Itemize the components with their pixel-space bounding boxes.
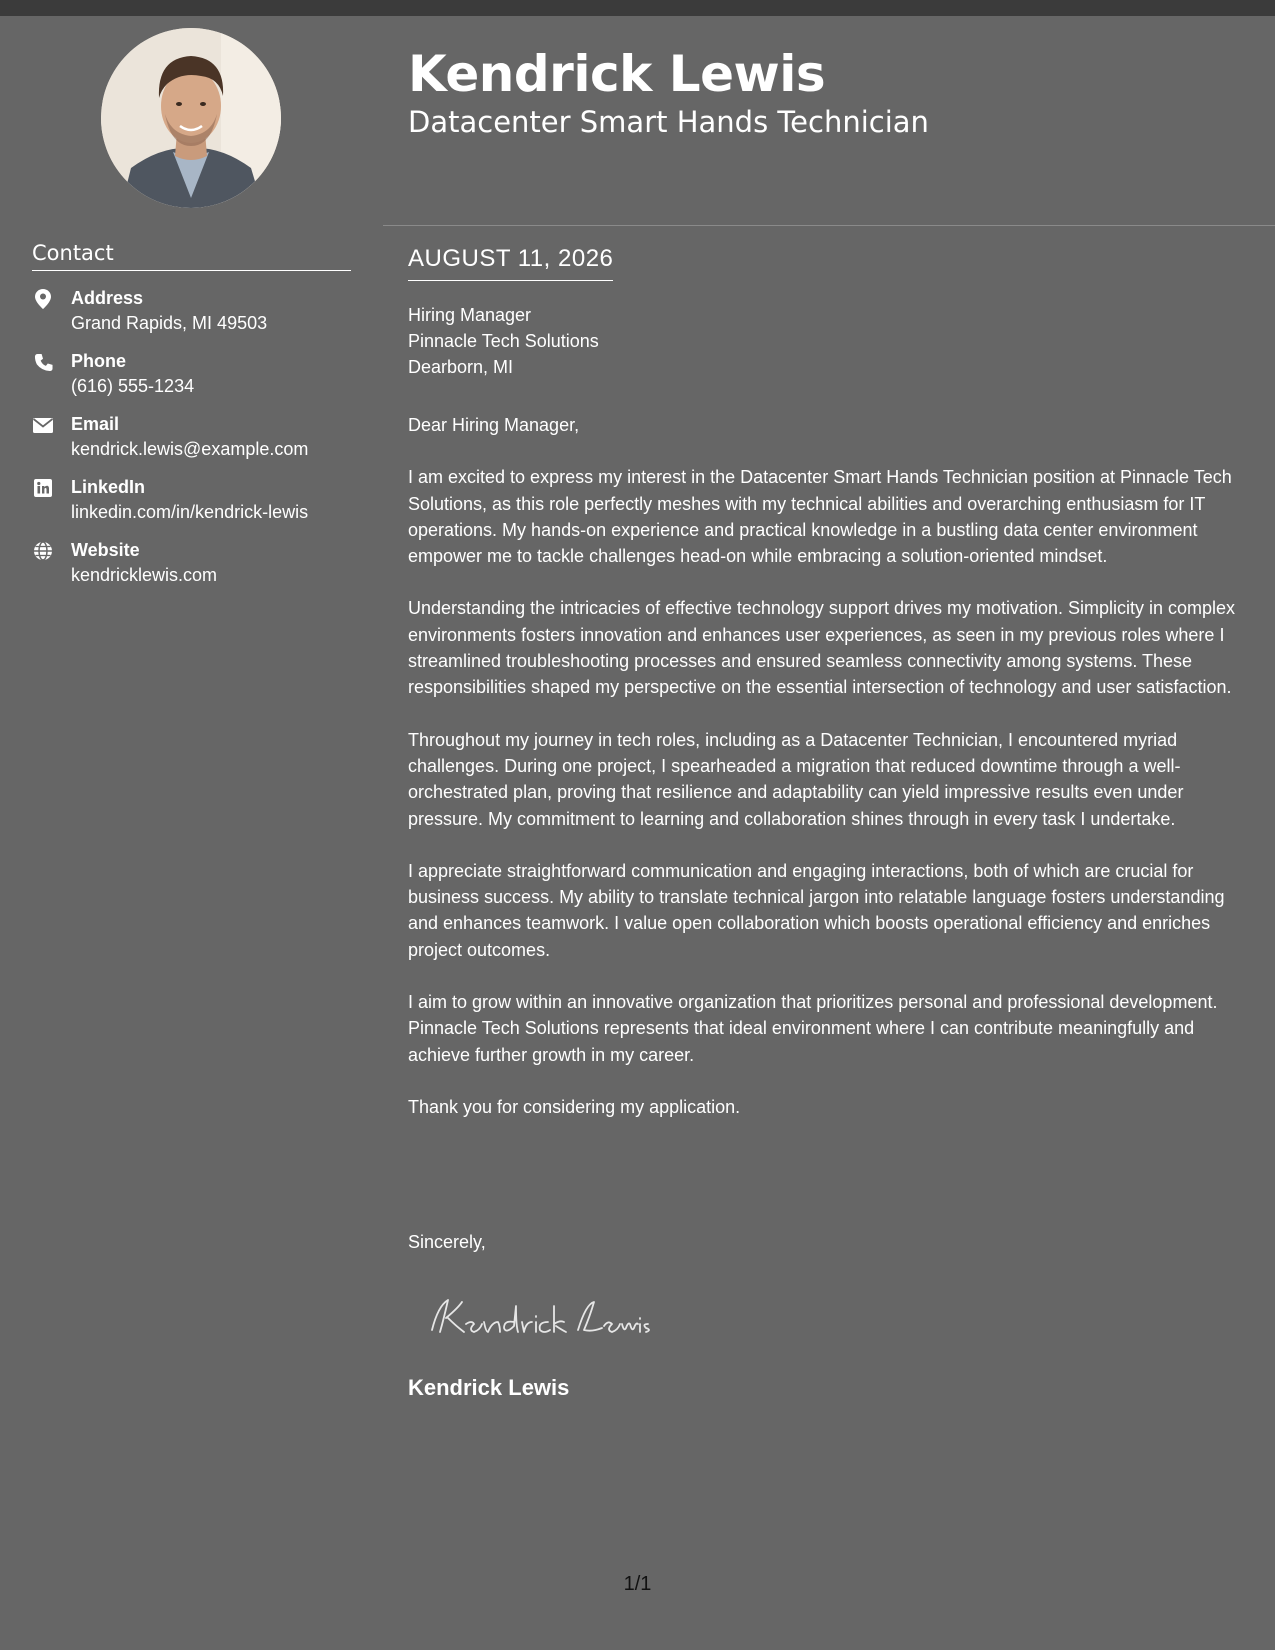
letter-body (408, 412, 1244, 1146)
recipient-line: Hiring Manager (408, 305, 532, 325)
phone-value: (616) 555-1234 (71, 376, 195, 396)
header-divider (383, 225, 1275, 226)
letter-date: AUGUST 11, 2026 (408, 244, 613, 281)
handwritten-signature (418, 1286, 658, 1346)
recipient-block (408, 302, 599, 380)
location-pin-icon (32, 288, 54, 310)
letter-paragraph: Thank you for considering my application. (408, 1096, 741, 1117)
page-number: 1/1 (623, 1573, 652, 1595)
linkedin-label: LinkedIn (71, 477, 146, 497)
contact-address (32, 286, 362, 349)
signed-name: Kendrick Lewis (408, 1375, 570, 1400)
recipient-company: Pinnacle Tech Solutions (408, 331, 599, 351)
closing: Sincerely, (408, 1232, 486, 1252)
envelope-icon (32, 414, 54, 436)
globe-icon (32, 540, 54, 562)
linkedin-value[interactable]: linkedin.com/in/kendrick-lewis (71, 502, 309, 522)
letter-paragraph: I appreciate straightforward communication and engaging interactions, both of which are crucial for business success. My ability to translate technical jargon into relatable language fosters understanding and enhances teamwork. I value open collaboration which boosts operational efficiency and enriches project outcomes. (408, 860, 1225, 960)
phone-label: Phone (71, 351, 127, 371)
linkedin-icon (32, 477, 54, 499)
letter-paragraph: I aim to grow within an innovative organization that prioritizes personal and professional development. Pinnacle Tech Solutions represents that ideal environment where I can contribute meaningfully and achieve further growth in my career. (408, 992, 1218, 1065)
cover-letter-page (0, 16, 1275, 1650)
job-title: Datacenter Smart Hands Technician (408, 105, 929, 139)
contact-heading: Contact (32, 240, 351, 271)
candidate-name: Kendrick Lewis (408, 45, 826, 103)
letter-paragraph: Throughout my journey in tech roles, including as a Datacenter Technician, I encountered myriad challenges. During one project, I spearheaded a migration that reduced downtime through a well-orchestrated plan, proving that resilience and adaptability can yield impressive results even under pressure. My commitment to learning and collaboration shines through in every task I undertake. (408, 729, 1184, 829)
person-portrait-icon (101, 28, 281, 208)
contact-website (32, 538, 362, 601)
email-value: kendrick.lewis@example.com (71, 439, 309, 459)
website-value[interactable]: kendricklewis.com (71, 565, 218, 585)
recipient-location: Dearborn, MI (408, 357, 514, 377)
address-value: Grand Rapids, MI 49503 (71, 313, 268, 333)
contact-list (32, 286, 362, 601)
letter-paragraph: Understanding the intricacies of effective technology support drives my motivation. Simplicity in complex environments fosters innovation and enhances user experiences, as seen in my previous roles where I streamlined troubleshooting processes and ensured seamless connectivity among systems. These responsibilities shaped my perspective on the essential intersection of technology and user satisfaction. (408, 598, 1236, 698)
address-label: Address (71, 288, 144, 308)
profile-photo (101, 28, 281, 208)
website-label: Website (71, 540, 140, 560)
contact-linkedin (32, 475, 362, 538)
email-label: Email (71, 414, 120, 434)
top-bar (0, 0, 1275, 16)
contact-email (32, 412, 362, 475)
phone-icon (32, 351, 54, 373)
salutation: Dear Hiring Manager, (408, 415, 580, 435)
letter-paragraph: I am excited to express my interest in the Datacenter Smart Hands Technician position at Pinnacle Tech Solutions, as this role perfectly meshes with my technical abilities and overarching enthusiasm for IT operations. My hands-on experience and practical knowledge in a bustling data center environment empower me to tackle challenges head-on while embracing a solution-oriented mindset. (408, 467, 1232, 567)
contact-phone (32, 349, 362, 412)
